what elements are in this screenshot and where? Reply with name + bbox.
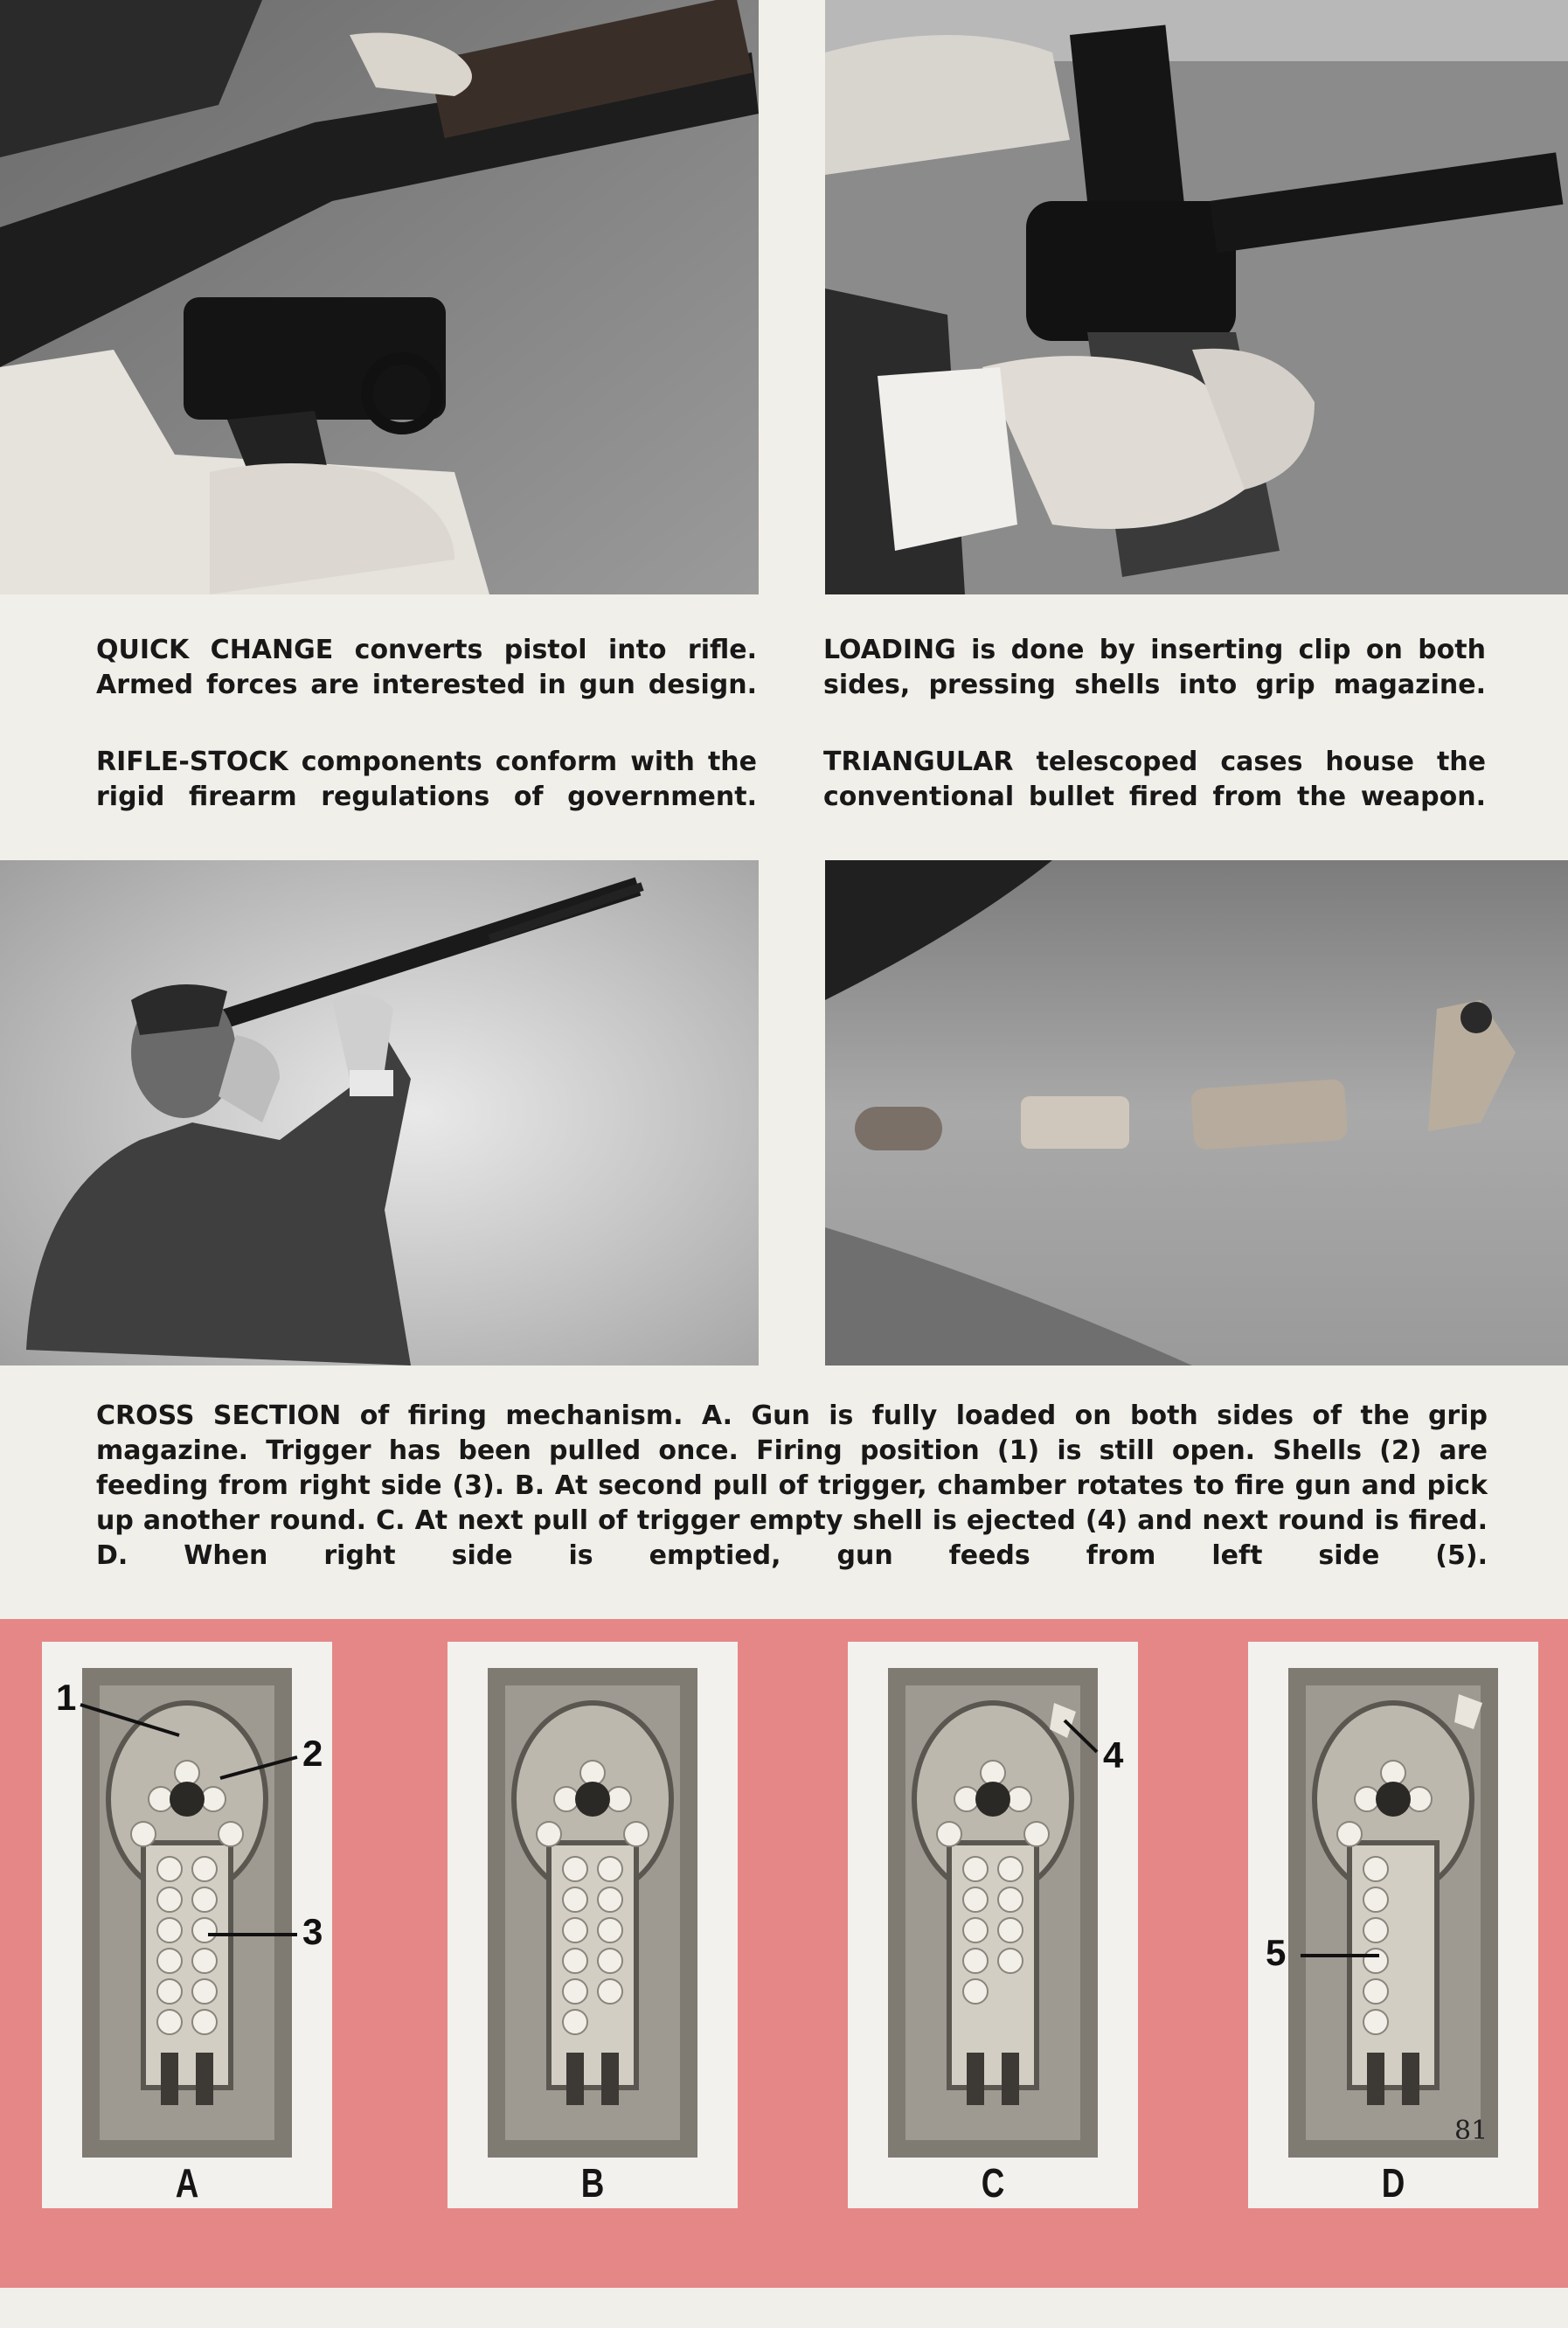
caption-lead: QUICK CHANGE (96, 635, 334, 665)
callout-4: 4 (1103, 1734, 1124, 1776)
callout-2: 2 (302, 1733, 323, 1774)
cross-section-plate-c (888, 1668, 1098, 2158)
caption-lead: RIFLE-STOCK (96, 747, 288, 777)
panel-b (448, 1642, 738, 2208)
caption-body: components conform with the rigid firearm regulations of government. (96, 747, 757, 812)
caption-loading (823, 633, 1486, 703)
caption-lead: LOADING (823, 635, 956, 665)
cross-section-plate-a (82, 1668, 292, 2158)
cross-section-plate-d (1288, 1668, 1498, 2158)
page-number: 81 (1454, 2116, 1488, 2146)
caption-cross-section (96, 1399, 1488, 1574)
caption-body: of firing mechanism. A. Gun is fully loaded on both sides of the grip magazine. Trigger has been pulled once. Firing position (1) is still open. Shells (2) are feeding from right side (3). B. At second pull of trigger, chamber rotates to fire gun and pick up another round. C. At next pull of trigger empty shell is ejected (4) and next round is fired. D. When right side is emptied, gun feeds from left side (5). (96, 1400, 1488, 1571)
callout-1: 1 (56, 1677, 77, 1718)
cross-section-plate-b (488, 1668, 697, 2158)
caption-triangular (823, 745, 1486, 815)
caption-lead: CROSS SECTION (96, 1400, 342, 1431)
caption-rifle-stock (96, 745, 757, 815)
photo-loading (825, 0, 1568, 594)
panel-letter: D (1381, 2160, 1405, 2206)
photo-rifle-aim (0, 860, 759, 1366)
panel-letter: A (175, 2160, 199, 2206)
callout-3: 3 (302, 1911, 323, 1952)
caption-body: telescoped cases house the conventional bullet fired from the weapon. (823, 747, 1486, 812)
caption-body: is done by inserting clip on both sides, pressing shells into grip magazine. (823, 635, 1486, 700)
callout-5: 5 (1266, 1932, 1287, 1973)
panel-letter: C (981, 2160, 1005, 2206)
panel-letter: B (580, 2160, 605, 2206)
photo-cartridges (825, 860, 1568, 1366)
panel-a (42, 1642, 332, 2208)
caption-lead: TRIANGULAR (823, 747, 1014, 777)
caption-body: converts pistol into rifle. Armed forces are interested in gun design. (96, 635, 757, 700)
caption-quick-change (96, 633, 757, 703)
panel-d (1248, 1642, 1538, 2208)
panel-c (848, 1642, 1138, 2208)
photo-quick-change (0, 0, 759, 594)
